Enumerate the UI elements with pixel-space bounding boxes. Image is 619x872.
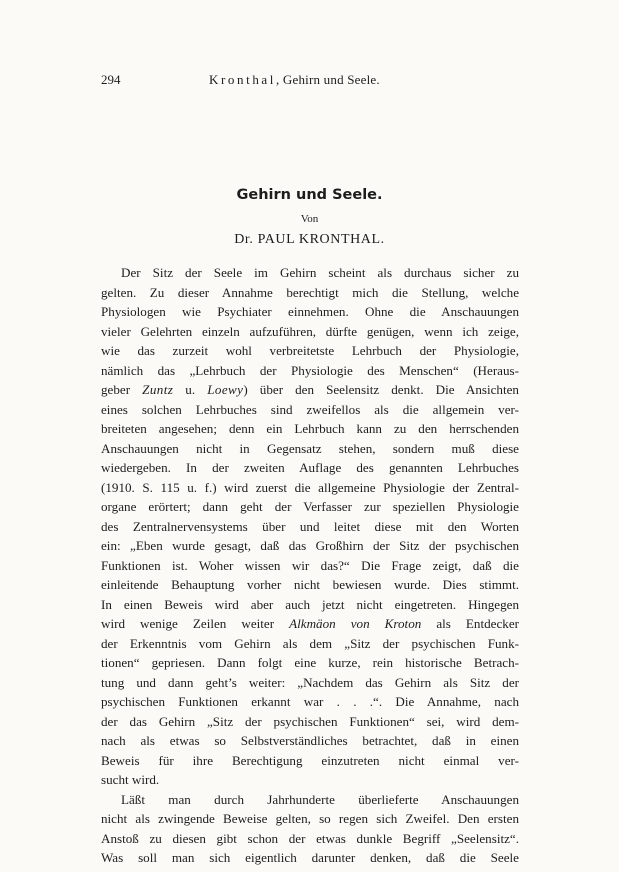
running-head-author: Kronthal <box>209 72 277 87</box>
running-head <box>101 72 519 90</box>
text-line: eines solchen Lehrbuches sind zweifellos als die allgemein ver- <box>101 401 519 417</box>
text-segment: u. <box>173 382 208 397</box>
text-line: (1910. S. 115 u. f.) wird zuerst die allgemeine Physiologie der Zentral- <box>101 479 519 495</box>
italic-name: Zuntz <box>142 382 174 397</box>
text-line: gelten. Zu dieser Annahme berechtigt mich die Stellung, welche <box>101 284 519 300</box>
text-line: Läßt man durch Jahrhunderte überlieferte Anschauungen <box>121 791 519 807</box>
text-line: nämlich das „Lehrbuch der Physiologie des Menschen“ (Heraus- <box>101 362 519 378</box>
text-line: einleitende Behauptung vorher nicht bewiesen wurde. Dies stimmt. <box>101 577 519 592</box>
text-line: der Erkenntnis vom Gehirn als dem „Sitz der psychischen Funk- <box>101 635 519 651</box>
text-segment: geber <box>101 382 143 397</box>
byline-author: Dr. PAUL KRONTHAL. <box>234 232 385 247</box>
article-title: Gehirn und Seele. <box>236 187 383 203</box>
text-line: In einen Beweis wird aber auch jetzt nicht eingetreten. Hingegen <box>101 596 519 612</box>
text-line: breiteten angesehen; denn ein Lehrbuch kann zu den herrschenden <box>101 421 519 436</box>
body-text <box>101 263 519 868</box>
text-line: des Zentralnervensystems über und leitet diese mit den Worten <box>101 518 519 534</box>
text-line: ein: „Eben wurde gesagt, daß das Großhirn der Sitz der psychischen <box>101 538 519 553</box>
text-line: sucht wird. <box>101 772 160 787</box>
text-line: organe erörtert; dann geht der Verfasser zur speziellen Physiologie <box>101 499 519 514</box>
text-line: Anstoß zu diesen gibt schon der etwas dunkle Begriff „Seelensitz“. <box>101 830 519 846</box>
italic-name: Loewy <box>207 382 244 397</box>
text-line: tung und dann geht’s weiter: „Nachdem das Gehirn als Sitz der <box>101 674 519 690</box>
text-line: Anschauungen nicht in Gegensatz stehen, sondern muß diese <box>101 440 519 456</box>
text-line: nicht als zwingende Beweise gelten, so regen sich Zweifel. Den ersten <box>101 811 519 826</box>
text-line <box>101 614 519 634</box>
text-line: tionen“ gepriesen. Dann folgt eine kurze, rein historische Betrach- <box>101 655 519 670</box>
text-segment: wird wenige Zeilen weiter <box>101 616 290 631</box>
text-line: vieler Gelehrten einzeln aufzuführen, dürfte genügen, wenn ich zeige, <box>101 323 519 339</box>
text-line: nach als etwas so Selbstverständliches betrachtet, daß in einen <box>101 733 519 748</box>
running-head-title: , Gehirn und Seele. <box>276 72 380 87</box>
running-title <box>209 72 380 88</box>
text-segment: als Entdecker <box>421 616 519 631</box>
text-line: Beweis für ihre Berechtigung einzutreten nicht einmal ver- <box>101 752 519 768</box>
italic-name: Alkmäon von Kroton <box>289 616 422 631</box>
text-line: der das Gehirn „Sitz der psychischen Funktionen“ sei, wird dem- <box>101 713 519 729</box>
text-line: Funktionen ist. Woher wissen wir das?“ Die Frage zeigt, daß die <box>101 557 519 573</box>
paragraph-2 <box>101 790 519 868</box>
page-number: 294 <box>101 72 121 87</box>
text-line: wie das zurzeit wohl verbreitetste Lehrbuch der Physiologie, <box>101 343 519 358</box>
text-line: wiedergeben. In der zweiten Auflage des genannten Lehrbuches <box>101 460 519 475</box>
text-line: Physiologen wie Psychiater einnehmen. Ohne die Anschauungen <box>101 304 519 319</box>
text-line: Was soll man sich eigentlich darunter denken, daß die Seele <box>101 850 519 865</box>
text-line: psychischen Funktionen erkannt war . . .“. Die Annahme, nach <box>101 694 519 709</box>
text-line: Der Sitz der Seele im Gehirn scheint als durchaus sicher zu <box>121 265 519 280</box>
text-segment: ) über den Seelensitz denkt. Die Ansichten <box>243 382 519 397</box>
paragraph-1 <box>101 263 519 790</box>
text-line <box>101 380 519 400</box>
byline-von: Von <box>300 213 319 225</box>
